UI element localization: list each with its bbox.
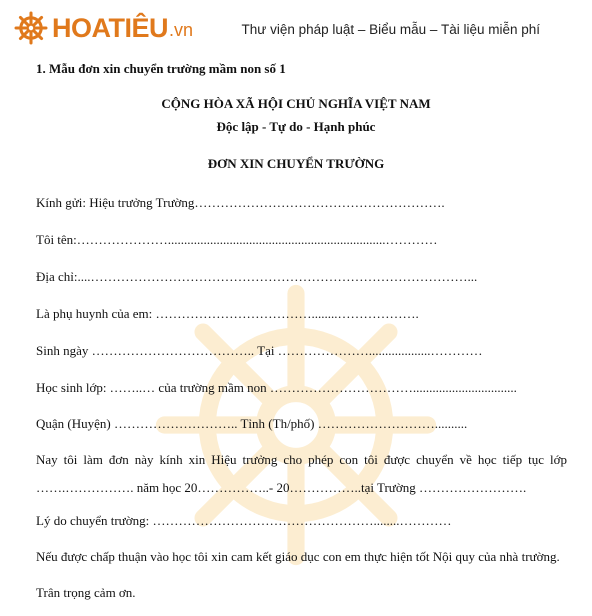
thanks-line: Trân trọng cảm ơn. xyxy=(36,585,136,600)
class-line: Học sinh lớp: ……..… của trường mầm non ……………………………................................ xyxy=(36,380,517,395)
commitment-line: Nếu được chấp thuận vào học tôi xin cam kết giáo dục con em thực hiện tốt Nội quy của nhà trường. xyxy=(36,549,560,564)
site-header xyxy=(0,0,592,60)
ship-wheel-icon xyxy=(14,11,48,45)
site-tagline: Thư viện pháp luật – Biểu mẫu – Tài liệu miễn phí xyxy=(241,22,540,37)
recipient-line: Kính gửi: Hiệu trưởng Trường…………………………………………………. xyxy=(36,195,445,210)
site-logo[interactable] xyxy=(14,10,193,46)
national-title: CỘNG HÒA XÃ HỘI CHỦ NGHĨA VIỆT NAM xyxy=(161,96,431,111)
logo-name: HOATIÊU xyxy=(52,12,168,43)
request-paragraph: Nay tôi làm đơn này kính xin Hiệu trưởng cho phép con tôi được chuyển về học tiếp tục lớp …….……………. năm học 20……………..- 20……………..tại Trường ……………………. xyxy=(36,452,567,495)
birth-line: Sinh ngày ……………………………….. Tại …………………...................………… xyxy=(36,343,483,358)
section-title: 1. Mẫu đơn xin chuyển trường mầm non số 1 xyxy=(36,61,286,76)
motto: Độc lập - Tự do - Hạnh phúc xyxy=(216,119,376,134)
reason-line: Lý do chuyển trường: ……………………………………………........………… xyxy=(36,513,452,528)
district-line: Quận (Huyện) ……………………….. Tỉnh (Th/phố) ……………………….......... xyxy=(36,416,468,431)
address-line: Địa chỉ:....……………………………………………………………………………... xyxy=(36,269,478,284)
form-title: ĐƠN XIN CHUYỂN TRƯỜNG xyxy=(207,156,385,171)
parent-of-line: Là phụ huynh của em: ………………………………........………………. xyxy=(36,306,419,321)
name-line: Tôi tên:…………………...................................................................………… xyxy=(36,232,438,247)
logo-suffix: .vn xyxy=(169,20,194,40)
